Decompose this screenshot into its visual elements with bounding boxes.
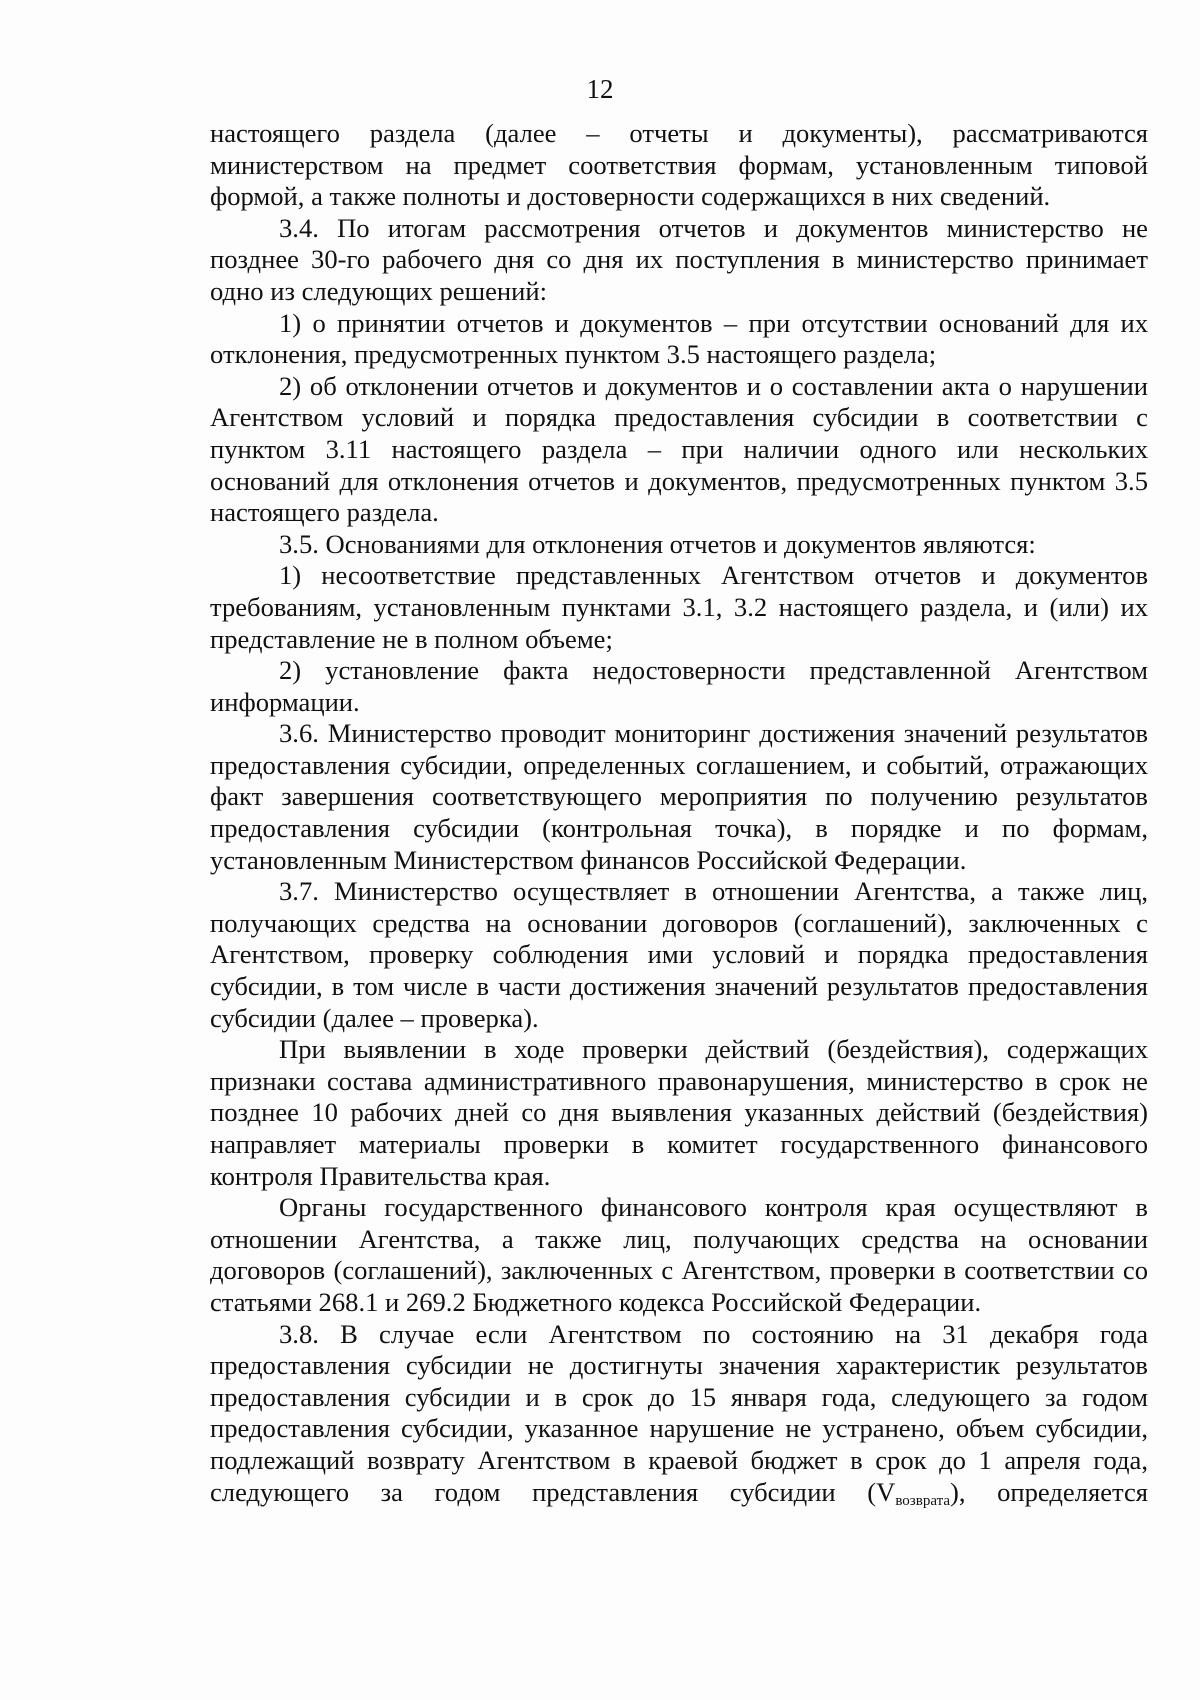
- paragraph-3-7: 3.7. Министерство осуществляет в отношении Агентства, а также лиц, получающих средства на основании договоров (соглашений), заключенных с Агентством, проверку соблюдения ими условий и порядка предоставления субсидии, в том числе в части достижения значений результатов предоставления субсидии (далее – проверка).: [210, 876, 1148, 1033]
- paragraph-3-6: 3.6. Министерство проводит мониторинг достижения значений результатов предоставления субсидии, определенных соглашением, и событий, отражающих факт завершения соответствующего мероприятия по получению результатов предоставления субсидии (контрольная точка), в порядке и по формам, установленным Министерством финансов Российской Федерации.: [210, 718, 1148, 875]
- volume-subscript: возврата: [895, 1492, 950, 1509]
- paragraph-3-8-text: 3.8. В случае если Агентством по состоянию на 31 декабря года предоставления субсидии не достигнуты значения характеристик результатов предоставления субсидии и в срок до 15 января года, следующего за годом предоставления субсидии, указанное нарушение не устранено, объем субсидии, подлежащий возврату Агентством в краевой бюджет в срок до 1 апреля года, следующего за годом представления субсидии (V: [210, 1318, 1148, 1507]
- document-body: [210, 118, 1148, 1517]
- paragraph-3-4-item-1: 1) о принятии отчетов и документов – при отсутствии оснований для их отклонения, предусмотренных пунктом 3.5 настоящего раздела;: [210, 307, 1148, 370]
- paragraph-3-7-control-bodies: Органы государственного финансового контроля края осуществляют в отношении Агентства, а также лиц, получающих средства на основании договоров (соглашений), заключенных с Агентством, проверки в соответствии со статьями 268.1 и 269.2 Бюджетного кодекса Российской Федерации.: [210, 1192, 1148, 1317]
- paragraph-3-5-item-2: 2) установление факта недостоверности представленной Агентством информации.: [210, 655, 1148, 717]
- paragraph-3-8: [210, 1319, 1148, 1518]
- paragraph-3-4-item-2: 2) об отклонении отчетов и документов и о составлении акта о нарушении Агентством условий и порядка предоставления субсидии в соответствии с пунктом 3.11 настоящего раздела – при наличии одного или нескольких оснований для отклонения отчетов и документов, предусмотренных пунктом 3.5 настоящего раздела.: [210, 370, 1148, 528]
- paragraph-3-7-violations: При выявлении в ходе проверки действий (бездействия), содержащих признаки состава административного правонарушения, министерство в срок не позднее 10 рабочих дней со дня выявления указанных действий (бездействия) направляет материалы проверки в комитет государственного финансового контроля Правительства края.: [210, 1034, 1148, 1191]
- paragraph-1: настоящего раздела (далее – отчеты и документы), рассматриваются министерством на предмет соответствия формам, установленным типовой формой, а также полноты и достоверности содержащихся в них сведений.: [210, 118, 1148, 212]
- paragraph-3-5: 3.5. Основаниями для отклонения отчетов и документов являются:: [279, 528, 1036, 559]
- paragraph-3-5-item-1: 1) несоответствие представленных Агентством отчетов и документов требованиям, установленным пунктами 3.1, 3.2 настоящего раздела, и (или) их представление не в полном объеме;: [210, 560, 1148, 654]
- paragraph-3-4: 3.4. По итогам рассмотрения отчетов и документов министерство не позднее 30-го рабочего дня со дня их поступления в министерство принимает одно из следующих решений:: [210, 212, 1148, 306]
- page-number: 12: [586, 74, 614, 104]
- paragraph-3-8-tail: ), определяется: [949, 1476, 1148, 1507]
